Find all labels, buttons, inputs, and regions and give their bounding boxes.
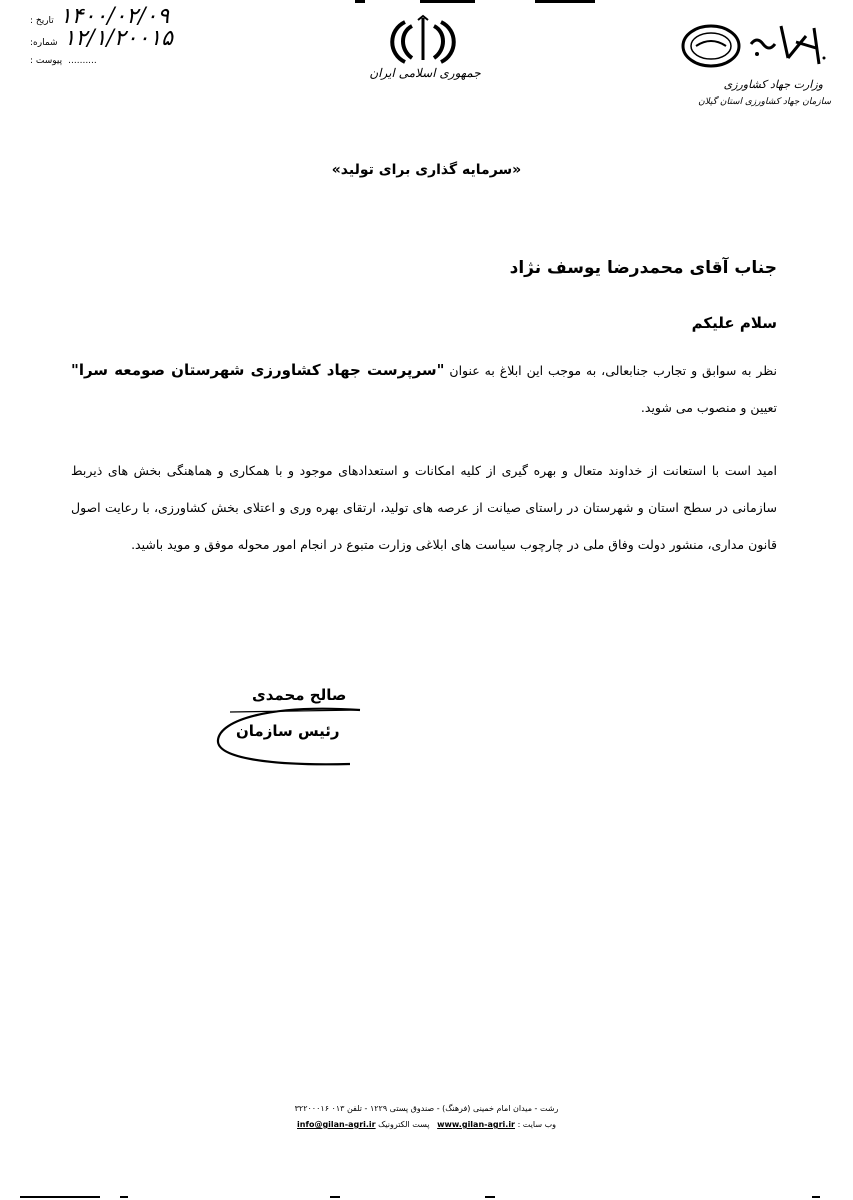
wishes-paragraph: امید است با استعانت از خداوند متعال و بهره گیری از کلیه امکانات و استعدادهای موجود و با همکاری و هماهنگی بخش های ذیربط سازمانی در سطح استان و شهرستان در راستای صیانت از عرصه های تولید، ارتقای بهره وری و اعتلای بخش کشاورزی، با رعایت اصول قانون مداری، منشور دولت وفاق ملی در چارچوب سیاست های ابلاغی وزارت متبوع در انجام امور محوله موفق و موید باشید. <box>71 463 777 552</box>
letter-metadata <box>30 4 180 70</box>
signatory-name: صالح محمدی <box>252 686 347 704</box>
email-label: پست الکترونیک <box>378 1120 430 1129</box>
website-label: وب سایت : <box>517 1120 556 1129</box>
number-label: شماره: <box>30 38 58 48</box>
number-value: ۱۲/۱/۲۰۰۱۵ <box>63 26 173 51</box>
signatory-title: رئیس سازمان <box>236 722 340 740</box>
appointment-paragraph <box>71 352 777 426</box>
ministry-name: وزارت جهاد کشاورزی <box>723 78 823 91</box>
emblem-caption: جمهوری اسلامی ایران <box>369 66 481 80</box>
position-title: "سرپرست جهاد کشاورزی شهرستان صومعه سرا" <box>71 361 445 379</box>
greeting: سلام علیکم <box>691 314 777 332</box>
scan-bottom-marks <box>0 1192 853 1200</box>
iran-emblem-icon <box>378 14 468 68</box>
website-link[interactable]: www.gilan-agri.ir <box>437 1120 516 1129</box>
ministry-logo <box>656 18 831 77</box>
email-link[interactable]: info@gilan-agri.ir <box>297 1120 376 1129</box>
footer-address: رشت - میدان امام خمینی (فرهنگ) - صندوق پستی ۱۲۲۹ - تلفن ۰۱۳ ۳۲۲۰۰۰۱۶ <box>294 1104 559 1113</box>
date-value: ۱۴۰۰/۰۲/۰۹ <box>59 4 170 29</box>
paragraph1-after: تعیین و منصوب می شوید. <box>640 400 777 415</box>
date-label: تاریخ : <box>30 16 54 26</box>
footer-contact <box>0 1120 853 1129</box>
attachment-label: پیوست : <box>30 56 63 66</box>
paragraph1-before: نظر به سوابق و تجارب جنابعالی، به موجب این ابلاغ به عنوان <box>444 363 778 378</box>
slogan: «سرمایه گذاری برای تولید» <box>331 162 522 178</box>
attachment-value: .......... <box>68 56 97 66</box>
organization-name: سازمان جهاد کشاورزی استان گیلان <box>698 97 831 107</box>
addressee: جناب آقای محمدرضا یوسف نژاد <box>509 258 777 278</box>
